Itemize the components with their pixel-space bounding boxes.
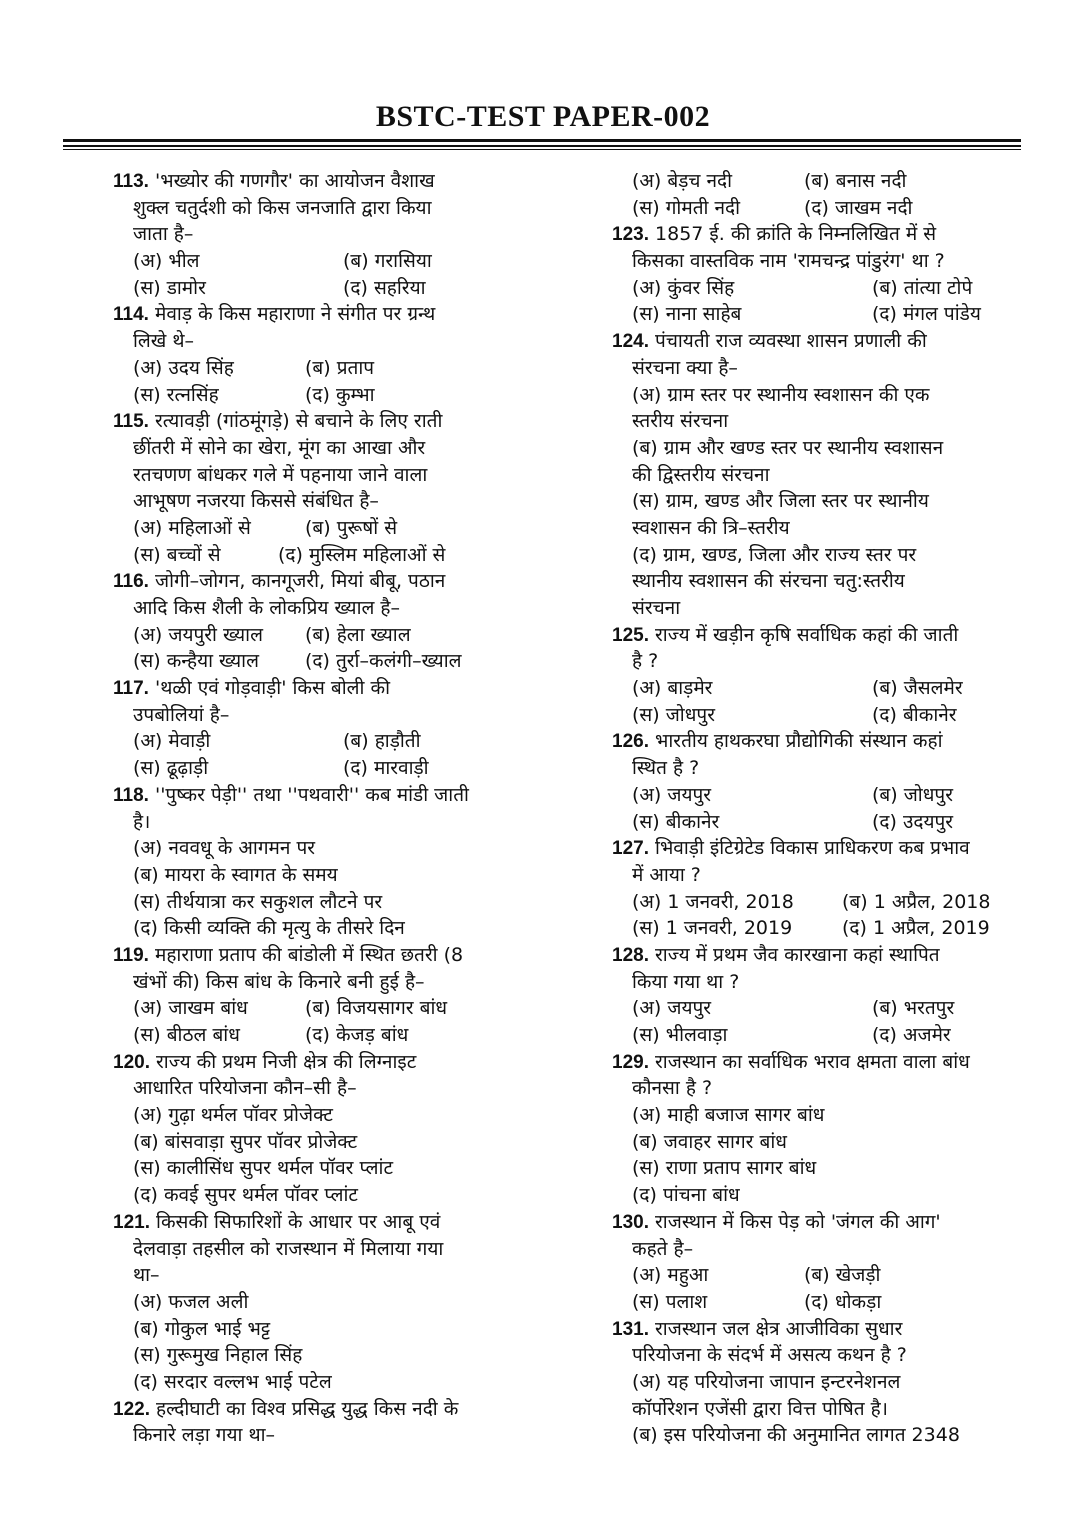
question-text: किसका वास्तविक नाम 'रामचन्द्र पांडुरंग' था ? bbox=[632, 250, 945, 273]
question-text: भारतीय हाथकरघा प्रौद्योगिकी संस्थान कहां bbox=[655, 730, 943, 753]
option-c: (स) जोधपुर bbox=[632, 703, 715, 726]
option-c: (स) ग्राम, खण्ड और जिला स्तर पर स्थानीय bbox=[632, 490, 929, 513]
question-text: देलवाड़ा तहसील को राजस्थान में मिलाया गया bbox=[133, 1237, 444, 1260]
question-129 bbox=[612, 1049, 1030, 1076]
question-119 bbox=[113, 942, 513, 969]
title-rule bbox=[63, 145, 1021, 147]
question-text: राजस्थान जल क्षेत्र आजीविका सुधार bbox=[655, 1317, 903, 1340]
question-text: रत्यावड़ी (गांठमूंगड़े) से बचाने के लिए राती bbox=[154, 410, 443, 433]
question-text: स्थित है ? bbox=[632, 757, 700, 780]
option-b: (ब) भरतपुर bbox=[872, 997, 955, 1020]
option-d: (द) धोकड़ा bbox=[804, 1290, 882, 1313]
option-d: संरचना bbox=[632, 597, 681, 619]
options-row bbox=[113, 755, 513, 782]
options-row bbox=[113, 515, 513, 542]
options-row bbox=[113, 382, 513, 409]
question-117 bbox=[113, 675, 513, 702]
question-number: 123. bbox=[612, 224, 649, 246]
option-a: (अ) बाड़मेर bbox=[632, 677, 713, 700]
question-120 bbox=[113, 1049, 513, 1076]
option-a: (अ) गुढ़ा थर्मल पॉवर प्रोजेक्ट bbox=[133, 1104, 334, 1127]
option-d: (द) अजमेर bbox=[872, 1024, 951, 1046]
option-d: (द) केजड़ बांध bbox=[305, 1024, 409, 1046]
options-row bbox=[612, 889, 1030, 916]
question-text: खंभों की) किस बांध के किनारे बनी हुई है– bbox=[133, 970, 425, 993]
question-number: 120. bbox=[113, 1051, 150, 1073]
options-row bbox=[612, 1022, 1030, 1049]
option-c: (स) बीठल बांध bbox=[133, 1024, 240, 1046]
question-121 bbox=[113, 1209, 513, 1236]
options-row bbox=[113, 248, 513, 275]
option-a: (अ) 1 जनवरी, 2018 bbox=[632, 890, 794, 913]
question-text: लिखे थे– bbox=[133, 330, 195, 353]
option-a: (अ) कुंवर सिंह bbox=[632, 276, 735, 299]
options-row bbox=[612, 1262, 1030, 1289]
right-column bbox=[612, 168, 1030, 1449]
question-text: उपबोलियां है– bbox=[133, 703, 230, 726]
option-d: (द) पांचना बांध bbox=[632, 1184, 740, 1207]
question-text: आभूषण नजरया किससे संबंधित है– bbox=[133, 490, 379, 513]
question-text: राज्य में खड़ीन कृषि सर्वाधिक कहां की जाती bbox=[655, 623, 959, 646]
options-row bbox=[612, 275, 1030, 302]
question-text: राज्य की प्रथम निजी क्षेत्र की लिग्नाइट bbox=[156, 1050, 417, 1073]
question-131 bbox=[612, 1316, 1030, 1343]
options-row bbox=[612, 809, 1030, 836]
question-126 bbox=[612, 728, 1030, 755]
option-b: (ब) तांत्या टोपे bbox=[872, 276, 973, 299]
option-b: (ब) जैसलमेर bbox=[872, 677, 963, 700]
option-b: (ब) गरासिया bbox=[343, 250, 432, 273]
question-113 bbox=[113, 168, 513, 195]
question-text: राजस्थान का सर्वाधिक भराव क्षमता वाला बांध bbox=[655, 1050, 970, 1073]
option-b: (ब) हाड़ौती bbox=[343, 730, 421, 753]
question-number: 116. bbox=[113, 571, 149, 593]
options-row bbox=[113, 995, 513, 1022]
option-d: (द) सहरिया bbox=[343, 276, 426, 299]
question-115 bbox=[113, 408, 513, 435]
option-d: (द) मंगल पांडेय bbox=[872, 303, 981, 326]
option-b: (ब) गोकुल भाई भट्ट bbox=[133, 1317, 271, 1340]
question-text: ''पुष्कर पेड़ी'' तथा ''पथवारी'' कब मांडी जाती bbox=[154, 783, 469, 806]
question-number: 130. bbox=[612, 1211, 649, 1233]
options-row bbox=[612, 995, 1030, 1022]
question-number: 119. bbox=[113, 944, 149, 966]
option-a: (अ) फजल अली bbox=[133, 1290, 249, 1313]
option-c: (स) राणा प्रताप सागर बांध bbox=[632, 1157, 817, 1180]
question-number: 125. bbox=[612, 624, 649, 646]
option-c: (स) तीर्थयात्रा कर सकुशल लौटने पर bbox=[133, 890, 383, 913]
option-d: (द) 1 अप्रैल, 2019 bbox=[842, 917, 990, 940]
option-b: (ब) जोधपुर bbox=[872, 783, 953, 806]
options-row bbox=[113, 275, 513, 302]
question-text: 'थळी एवं गोड़वाड़ी' किस बोली की bbox=[154, 677, 390, 700]
option-c: (स) गुरूमुख निहाल सिंह bbox=[133, 1344, 303, 1367]
option-a: (अ) नववधू के आगमन पर bbox=[133, 837, 316, 860]
option-b: (ब) इस परियोजना की अनुमानित लागत 2348 bbox=[632, 1424, 960, 1447]
question-123 bbox=[612, 221, 1030, 248]
title-rule bbox=[63, 149, 1021, 150]
question-text: पंचायती राज व्यवस्था शासन प्रणाली की bbox=[655, 330, 927, 353]
question-number: 118. bbox=[113, 784, 149, 806]
options-row bbox=[612, 782, 1030, 809]
question-text: किनारे लड़ा गया था– bbox=[133, 1424, 276, 1447]
option-a: (अ) ग्राम स्तर पर स्थानीय स्वशासन की एक bbox=[632, 383, 930, 406]
question-text: आदि किस शैली के लोकप्रिय ख्याल है– bbox=[133, 597, 401, 619]
option-c: (स) ढूढ़ाड़ी bbox=[133, 757, 209, 780]
question-text: में आया ? bbox=[632, 863, 701, 886]
options-row bbox=[113, 355, 513, 382]
question-text: मेवाड़ के किस महाराणा ने संगीत पर ग्रन्थ bbox=[154, 303, 436, 326]
options-row bbox=[113, 728, 513, 755]
option-a: कॉर्पोरेशन एजेंसी द्वारा वित्त पोषित है। bbox=[632, 1397, 888, 1420]
option-d: (द) तुर्रा–कलंगी–ख्याल bbox=[305, 650, 462, 673]
options-row bbox=[612, 915, 1030, 942]
option-c: (स) पलाश bbox=[632, 1290, 708, 1313]
question-number: 131. bbox=[612, 1318, 649, 1340]
question-128 bbox=[612, 942, 1030, 969]
option-d: (द) बीकानेर bbox=[872, 703, 957, 726]
option-a: (अ) जयपुर bbox=[632, 783, 712, 806]
option-a: (अ) महुआ bbox=[632, 1264, 709, 1287]
question-125 bbox=[612, 622, 1030, 649]
option-b: की द्विस्तरीय संरचना bbox=[632, 463, 770, 486]
option-d: (द) किसी व्यक्ति की मृत्यु के तीसरे दिन bbox=[133, 917, 405, 940]
option-c: (स) बच्चों से bbox=[133, 543, 221, 566]
question-text: किसकी सिफारिशों के आधार पर आबू एवं bbox=[156, 1210, 441, 1233]
question-114 bbox=[113, 301, 513, 328]
option-a: (अ) महिलाओं से bbox=[133, 516, 251, 539]
options-row bbox=[612, 195, 1030, 222]
question-number: 129. bbox=[612, 1051, 649, 1073]
options-row bbox=[113, 622, 513, 649]
question-text: है। bbox=[133, 810, 151, 833]
question-text: था– bbox=[133, 1264, 160, 1287]
option-a: (अ) भील bbox=[133, 250, 200, 273]
question-text: राजस्थान में किस पेड़ को 'जंगल की आग' bbox=[655, 1210, 941, 1233]
option-b: (ब) 1 अप्रैल, 2018 bbox=[842, 890, 991, 913]
option-a: (अ) बेड़च नदी bbox=[632, 170, 733, 192]
option-b: (ब) खेजड़ी bbox=[804, 1264, 881, 1287]
option-c: (स) भीलवाड़ा bbox=[632, 1024, 728, 1046]
option-b: (ब) विजयसागर बांध bbox=[305, 997, 448, 1020]
option-d: (द) जाखम नदी bbox=[804, 196, 913, 219]
option-c: (स) रत्नसिंह bbox=[133, 383, 219, 406]
question-number: 117. bbox=[113, 678, 149, 700]
option-d: (द) उदयपुर bbox=[872, 810, 954, 833]
question-text: हल्दीघाटी का विश्व प्रसिद्ध युद्ध किस नदी के bbox=[156, 1397, 459, 1420]
question-text: रतचणण बांधकर गले में पहनाया जाने वाला bbox=[133, 463, 428, 486]
option-c: (स) नाना साहेब bbox=[632, 303, 742, 326]
option-a: (अ) माही बजाज सागर बांध bbox=[632, 1104, 825, 1127]
question-text: है ? bbox=[632, 650, 659, 673]
page-title: BSTC-TEST PAPER-002 bbox=[375, 100, 711, 133]
question-text: छींतरी में सोने का खेरा, मूंग का आखा और bbox=[133, 436, 426, 459]
question-text: जाता है– bbox=[133, 223, 194, 246]
option-b: (ब) प्रताप bbox=[305, 356, 375, 379]
option-c: (स) कन्हैया ख्याल bbox=[133, 650, 259, 673]
question-text: जोगी–जोगन, कानगूजरी, मियां बीबू, पठान bbox=[154, 570, 446, 593]
question-122 bbox=[113, 1396, 513, 1423]
option-d: (द) मारवाड़ी bbox=[343, 757, 429, 780]
option-d: स्थानीय स्वशासन की संरचना चतु:स्तरीय bbox=[632, 570, 905, 593]
options-row bbox=[113, 1022, 513, 1049]
option-d: (द) कवई सुपर थर्मल पॉवर प्लांट bbox=[133, 1184, 359, 1207]
option-c: (स) 1 जनवरी, 2019 bbox=[632, 917, 793, 940]
option-c: (स) बीकानेर bbox=[632, 810, 720, 833]
question-text: कौनसा है ? bbox=[632, 1077, 713, 1100]
options-row bbox=[113, 542, 513, 569]
options-row bbox=[612, 1289, 1030, 1316]
question-number: 114. bbox=[113, 304, 149, 326]
question-number: 126. bbox=[612, 731, 649, 753]
option-b: (ब) बनास नदी bbox=[804, 170, 907, 192]
question-number: 128. bbox=[612, 944, 649, 966]
options-row bbox=[612, 168, 1030, 195]
question-text: परियोजना के संदर्भ में असत्य कथन है ? bbox=[632, 1344, 907, 1367]
options-row bbox=[612, 675, 1030, 702]
options-row bbox=[612, 301, 1030, 328]
title-rule bbox=[63, 139, 1021, 142]
option-b: (ब) जवाहर सागर बांध bbox=[632, 1130, 787, 1153]
option-d: (द) सरदार वल्लभ भाई पटेल bbox=[133, 1370, 332, 1393]
option-d: (द) कुम्भा bbox=[305, 383, 375, 406]
option-a: (अ) जाखम बांध bbox=[133, 997, 248, 1020]
question-number: 124. bbox=[612, 331, 649, 353]
question-130 bbox=[612, 1209, 1030, 1236]
option-b: (ब) बांसवाड़ा सुपर पॉवर प्रोजेक्ट bbox=[133, 1130, 358, 1153]
option-a: (अ) मेवाड़ी bbox=[133, 730, 211, 753]
question-number: 122. bbox=[113, 1398, 150, 1420]
question-124 bbox=[612, 328, 1030, 355]
question-number: 121. bbox=[113, 1211, 150, 1233]
option-b: (ब) हेला ख्याल bbox=[305, 623, 411, 646]
option-b: (ब) ग्राम और खण्ड स्तर पर स्थानीय स्वशासन bbox=[632, 436, 944, 459]
left-column bbox=[113, 168, 513, 1449]
option-b: (ब) मायरा के स्वागत के समय bbox=[133, 863, 338, 886]
question-text: भिवाड़ी इंटिग्रेटेड विकास प्राधिकरण कब प्रभाव bbox=[655, 837, 970, 860]
option-a: (अ) जयपुर bbox=[632, 997, 712, 1020]
option-c: (स) डामोर bbox=[133, 276, 206, 299]
question-text: महाराणा प्रताप की बांडोली में स्थित छतरी (8 bbox=[154, 943, 464, 966]
question-text: किया गया था ? bbox=[632, 970, 740, 993]
option-d: (द) ग्राम, खण्ड, जिला और राज्य स्तर पर bbox=[632, 543, 917, 566]
option-a: (अ) जयपुरी ख्याल bbox=[133, 623, 263, 646]
question-text: कहते है– bbox=[632, 1237, 694, 1260]
option-b: (ब) पुरूषों से bbox=[305, 516, 398, 539]
question-116 bbox=[113, 568, 513, 595]
option-a: (अ) यह परियोजना जापान इन्टरनेशनल bbox=[632, 1370, 901, 1393]
question-118 bbox=[113, 782, 513, 809]
question-text: 1857 ई. की क्रांति के निम्नलिखित में से bbox=[655, 223, 937, 246]
option-c: (स) गोमती नदी bbox=[632, 196, 741, 219]
options-row bbox=[113, 648, 513, 675]
question-text: राज्य में प्रथम जैव कारखाना कहां स्थापित bbox=[655, 943, 940, 966]
option-c: (स) कालीसिंध सुपर थर्मल पॉवर प्लांट bbox=[133, 1157, 394, 1180]
option-c: स्वशासन की त्रि–स्तरीय bbox=[632, 516, 790, 539]
question-number: 115. bbox=[113, 411, 149, 433]
question-text: 'भख्योर की गणगौर' का आयोजन वैशाख bbox=[154, 170, 435, 192]
question-number: 113. bbox=[113, 171, 149, 192]
question-127 bbox=[612, 835, 1030, 862]
options-row bbox=[612, 702, 1030, 729]
question-text: शुक्ल चतुर्दशी को किस जनजाति द्वारा किया bbox=[133, 196, 432, 219]
question-text: आधारित परियोजना कौन–सी है– bbox=[133, 1077, 357, 1100]
option-d: (द) मुस्लिम महिलाओं से bbox=[278, 543, 446, 566]
question-text: संरचना क्या है– bbox=[632, 356, 738, 379]
option-a: स्तरीय संरचना bbox=[632, 410, 729, 433]
question-number: 127. bbox=[612, 838, 649, 860]
option-a: (अ) उदय सिंह bbox=[133, 356, 234, 379]
